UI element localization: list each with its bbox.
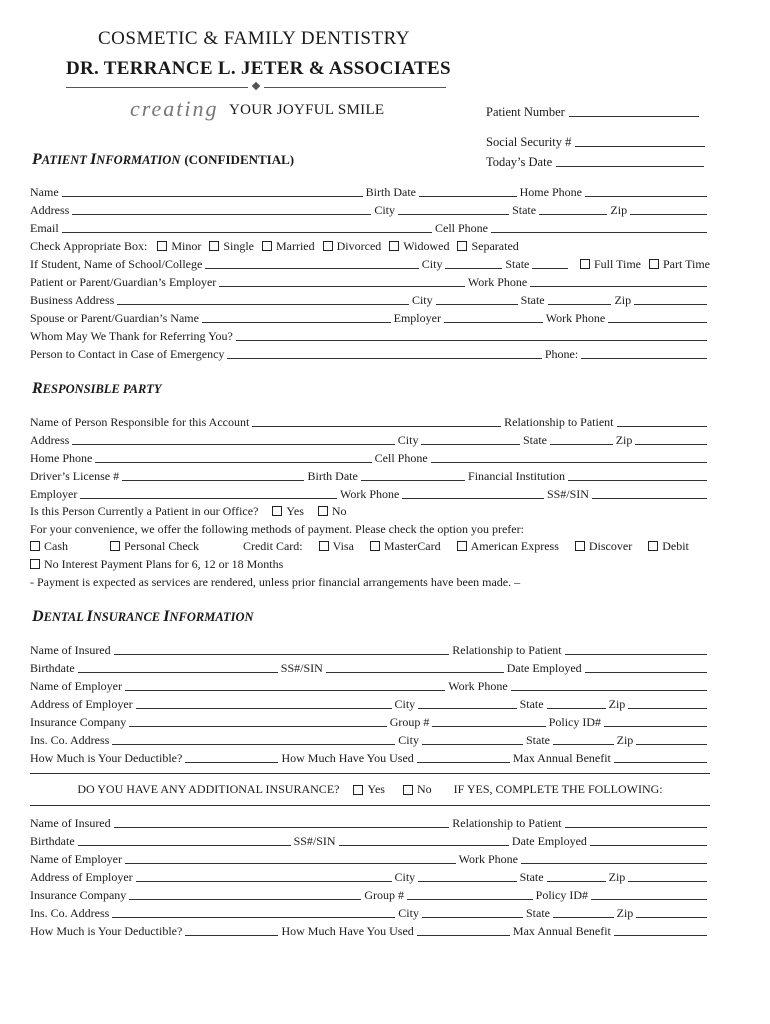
secondary-insurance-city-input[interactable] [422,906,523,918]
checkbox-additional-yes[interactable]: Yes [353,782,384,797]
responsible-party-heading: RESPONSIBLE PARTY [32,380,162,397]
insured-state-input[interactable] [547,697,606,709]
secondary-state-input[interactable] [547,870,606,882]
spouse-name-input[interactable] [202,311,391,323]
secondary-insurance-zip-input[interactable] [636,906,707,918]
patient-name-row: Name Birth Date Home Phone [30,185,710,199]
secondary-insured-name-row: Name of Insured Relationship to Patient [30,816,710,830]
secondary-zip-input[interactable] [628,870,707,882]
amount-used-input[interactable] [417,751,510,763]
secondary-deductible-input[interactable] [185,924,278,936]
insured-date-employed-input[interactable] [585,661,707,673]
secondary-insurance-state-input[interactable] [553,906,614,918]
insured-zip-input[interactable] [628,697,707,709]
todays-date-label: Today’s Date [486,155,553,169]
city-input[interactable] [398,203,509,215]
secondary-amount-used-input[interactable] [417,924,510,936]
checkbox-no-interest-plan[interactable]: No Interest Payment Plans for 6, 12 or 18 Months [30,557,283,571]
business-state-input[interactable] [548,293,612,305]
responsible-address-input[interactable] [72,433,394,445]
responsible-ss-input[interactable] [592,487,707,499]
divider-diamond-icon [252,82,260,90]
header-divider [66,87,248,88]
checkbox-discover[interactable]: Discover [575,539,632,553]
spouse-row: Spouse or Parent/Guardian’s Name Employer Work Phone [30,311,710,325]
secondary-employer-address-input[interactable] [136,870,392,882]
checkbox-part-time[interactable]: Part Time [649,257,710,271]
ssn-label: Social Security # [486,135,572,149]
doctor-name: DR. TERRANCE L. JETER & ASSOCIATES [66,58,451,79]
secondary-insurance-address-input[interactable] [112,906,395,918]
school-state-input[interactable] [532,257,568,269]
school-city-input[interactable] [445,257,502,269]
patient-number-field [486,105,702,120]
insurance-company-input[interactable] [129,715,386,727]
checkbox-married[interactable]: Married [262,239,315,253]
secondary-employer-row: Name of Employer Work Phone [30,852,710,866]
patient-number-input[interactable] [569,105,699,117]
responsible-city-input[interactable] [421,433,520,445]
secondary-date-employed-input[interactable] [590,834,707,846]
insurance-zip-input[interactable] [636,733,707,745]
payment-plan-row [30,557,710,571]
secondary-insurance-address-row: Ins. Co. Address City State Zip [30,906,710,920]
home-phone-input[interactable] [585,185,707,197]
emergency-phone-input[interactable] [581,347,707,359]
payment-methods-row: Cash Personal Check Credit Card: Visa MasterCard American Express Discover Debit [30,539,710,553]
secondary-deductible-row: How Much is Your Deductible? How Much Have You Used Max Annual Benefit [30,924,710,938]
checkbox-current-patient-no[interactable]: No [318,504,347,518]
todays-date-input[interactable] [556,155,704,167]
responsible-relationship-input[interactable] [617,415,708,427]
payment-note: - Payment is expected as services are rendered, unless prior financial arrangements have been made. – [30,575,521,589]
group-number-input[interactable] [432,715,545,727]
tagline-script: creating [130,96,219,121]
tagline: YOUR JOYFUL SMILE [229,102,385,118]
checkbox-mastercard[interactable]: MasterCard [370,539,441,553]
responsible-employer-input[interactable] [80,487,337,499]
secondary-max-benefit-input[interactable] [614,924,707,936]
checkbox-cash[interactable]: Cash [30,539,68,553]
checkbox-debit[interactable]: Debit [648,539,689,553]
secondary-relationship-input[interactable] [565,816,707,828]
patient-name-input[interactable] [62,185,363,197]
referral-row: Whom May We Thank for Referring You? [30,329,710,343]
secondary-work-phone-input[interactable] [521,852,707,864]
zip-input[interactable] [630,203,707,215]
checkbox-personal-check[interactable]: Personal Check [110,539,199,553]
responsible-name-input[interactable] [252,415,501,427]
student-row: If Student, Name of School/College City State Full Time Part Time [30,257,710,271]
additional-insurance-top-rule [30,773,710,774]
secondary-insurance-company-row: Insurance Company Group # Policy ID# [30,888,710,902]
responsible-license-row: Driver’s License # Birth Date Financial Institution [30,469,710,483]
dental-insurance-heading: DENTAL INSURANCE INFORMATION [32,608,254,625]
insurance-address-input[interactable] [112,733,395,745]
insured-employer-row: Name of Employer Work Phone [30,679,710,693]
secondary-employer-input[interactable] [125,852,456,864]
referral-input[interactable] [236,329,707,341]
insured-employer-address-input[interactable] [136,697,392,709]
responsible-home-phone-input[interactable] [95,451,371,463]
financial-institution-input[interactable] [568,469,707,481]
responsible-employer-row: Employer Work Phone SS#/SIN [30,487,710,501]
spouse-work-phone-input[interactable] [608,311,707,323]
state-input[interactable] [539,203,607,215]
school-input[interactable] [205,257,418,269]
insured-work-phone-input[interactable] [511,679,707,691]
cell-phone-input[interactable] [491,221,707,233]
insured-employer-input[interactable] [125,679,445,691]
checkbox-current-patient-yes[interactable]: Yes [272,504,303,518]
insured-birthdate-row: Birthdate SS#/SIN Date Employed [30,661,710,675]
checkbox-widowed[interactable]: Widowed [389,239,449,253]
spouse-employer-input[interactable] [444,311,543,323]
patient-email-row: Email Cell Phone [30,221,710,235]
insured-relationship-input[interactable] [565,643,707,655]
patient-address-row: Address City State Zip [30,203,710,217]
checkbox-american-express[interactable]: American Express [457,539,559,553]
responsible-cell-phone-input[interactable] [431,451,707,463]
responsible-address-row: Address City State Zip [30,433,710,447]
ssn-field [486,135,708,150]
secondary-birthdate-input[interactable] [78,834,291,846]
responsible-zip-input[interactable] [635,433,707,445]
header-divider [264,87,446,88]
business-address-row: Business Address City State Zip [30,293,710,307]
secondary-employer-address-row: Address of Employer City State Zip [30,870,710,884]
insurance-state-input[interactable] [553,733,614,745]
emergency-contact-input[interactable] [227,347,541,359]
checkbox-full-time[interactable]: Full Time [580,257,641,271]
insured-employer-address-row: Address of Employer City State Zip [30,697,710,711]
insured-name-row: Name of Insured Relationship to Patient [30,643,710,657]
secondary-ss-input[interactable] [339,834,509,846]
patient-information-heading: PATIENT INFORMATION (CONFIDENTIAL) [32,151,295,168]
deductible-input[interactable] [185,751,278,763]
employer-input[interactable] [219,275,465,287]
checkbox-divorced[interactable]: Divorced [323,239,382,253]
secondary-insurance-company-input[interactable] [129,888,361,900]
insured-city-input[interactable] [418,697,516,709]
insured-birthdate-input[interactable] [78,661,278,673]
checkbox-separated[interactable]: Separated [457,239,518,253]
insurance-city-input[interactable] [422,733,523,745]
license-input[interactable] [122,469,304,481]
responsible-work-phone-input[interactable] [402,487,544,499]
insured-name-input[interactable] [114,643,450,655]
secondary-birthdate-row: Birthdate SS#/SIN Date Employed [30,834,710,848]
email-input[interactable] [62,221,432,233]
marital-status-row: Check Appropriate Box: Minor Single Married Divorced Widowed Separated [30,239,519,253]
business-address-input[interactable] [117,293,409,305]
checkbox-minor[interactable]: Minor [157,239,201,253]
business-city-input[interactable] [436,293,518,305]
patient-employer-row: Patient or Parent/Guardian’s Employer Work Phone [30,275,710,289]
secondary-insured-name-input[interactable] [114,816,450,828]
responsible-name-row: Name of Person Responsible for this Account Relationship to Patient [30,415,710,429]
secondary-group-number-input[interactable] [407,888,533,900]
additional-insurance-row: DO YOU HAVE ANY ADDITIONAL INSURANCE? Yes No IF YES, COMPLETE THE FOLLOWING: [77,782,663,796]
confidential-label: (CONFIDENTIAL) [184,152,295,167]
todays-date-field [486,155,707,170]
checkbox-single[interactable]: Single [209,239,254,253]
practice-title: COSMETIC & FAMILY DENTISTRY [98,28,410,49]
insurance-address-row: Ins. Co. Address City State Zip [30,733,710,747]
responsible-birth-date-input[interactable] [361,469,465,481]
business-zip-input[interactable] [634,293,707,305]
birth-date-input[interactable] [419,185,517,197]
insurance-company-row: Insurance Company Group # Policy ID# [30,715,710,729]
payment-methods-intro: For your convenience, we offer the following methods of payment. Please check the option you prefer: [30,522,524,536]
ssn-input[interactable] [575,135,705,147]
address-input[interactable] [72,203,371,215]
responsible-state-input[interactable] [550,433,613,445]
current-patient-row: Is this Person Currently a Patient in our Office? Yes No [30,504,347,518]
policy-id-input[interactable] [604,715,707,727]
secondary-policy-id-input[interactable] [591,888,707,900]
patient-number-label: Patient Number [486,105,565,119]
work-phone-input[interactable] [530,275,707,287]
responsible-phone-row: Home Phone Cell Phone [30,451,710,465]
max-benefit-input[interactable] [614,751,707,763]
secondary-city-input[interactable] [418,870,516,882]
additional-insurance-bottom-rule [30,805,710,806]
emergency-contact-row: Person to Contact in Case of Emergency Phone: [30,347,710,361]
checkbox-additional-no[interactable]: No [403,782,432,797]
insured-ss-input[interactable] [326,661,504,673]
checkbox-visa[interactable]: Visa [319,539,354,553]
deductible-row: How Much is Your Deductible? How Much Have You Used Max Annual Benefit [30,751,710,765]
